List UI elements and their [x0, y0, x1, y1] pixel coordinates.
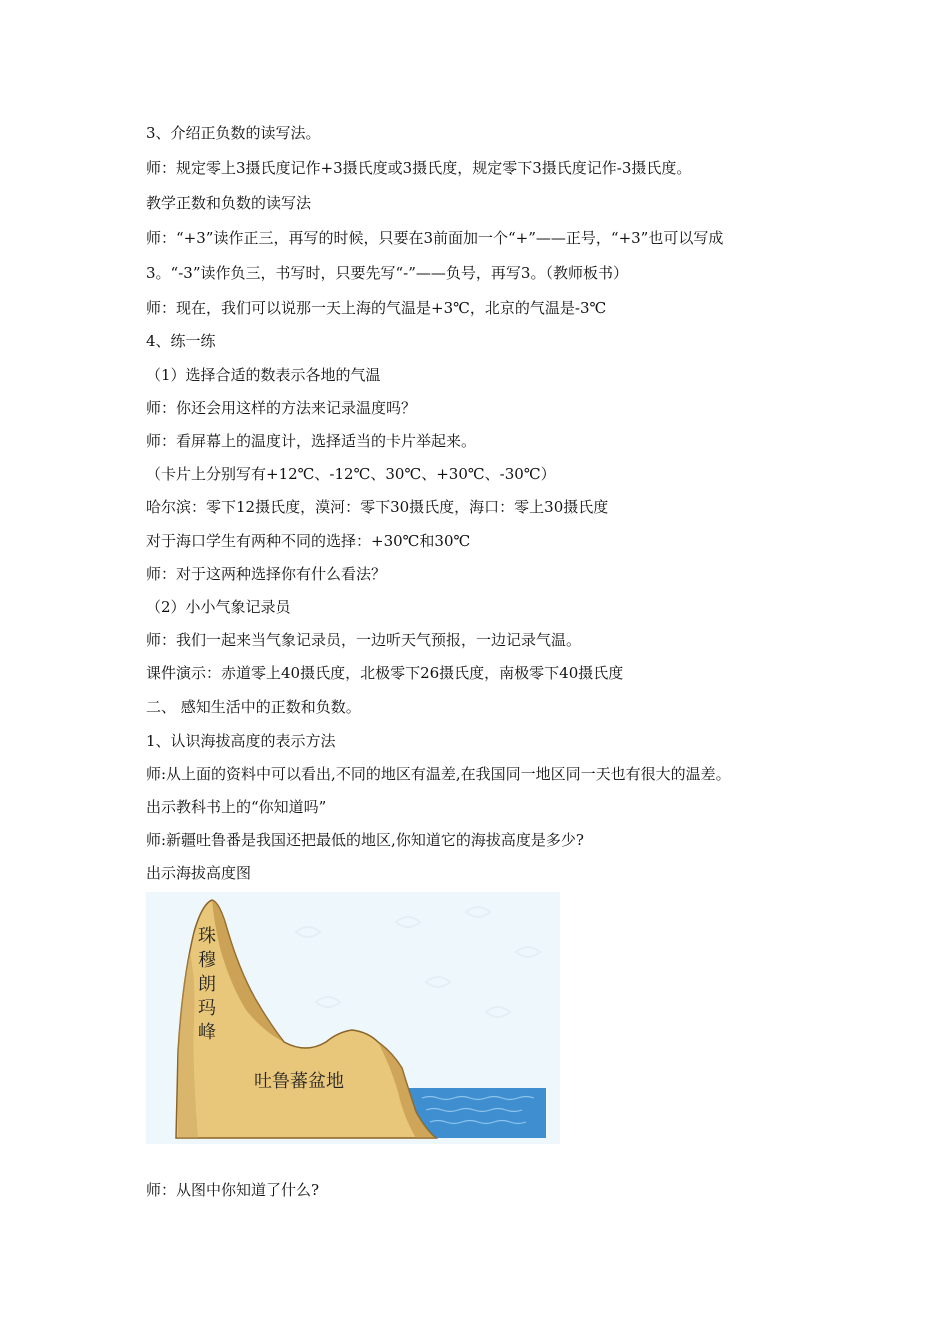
text-line: 教学正数和负数的读写法: [146, 194, 312, 212]
text-line: 4、练一练: [146, 332, 216, 350]
peak-label-char: 朗: [198, 974, 216, 995]
text-line: 对于海口学生有两种不同的选择：+30℃和30℃: [146, 532, 471, 550]
text-line: 师:新疆吐鲁番是我国还把最低的地区,你知道它的海拔高度是多少?: [146, 831, 584, 849]
text-line: （卡片上分别写有+12℃、-12℃、30℃、+30℃、-30℃）: [146, 465, 556, 483]
text-line: 师：我们一起来当气象记录员，一边听天气预报，一边记录气温。: [146, 631, 582, 649]
text-line: 课件演示：赤道零上40摄氏度，北极零下26摄氏度，南极零下40摄氏度: [146, 664, 624, 682]
text-line: 哈尔滨：零下12摄氏度，漠河：零下30摄氏度，海口：零上30摄氏度: [146, 498, 609, 516]
text-line: 出示教科书上的“你知道吗”: [146, 798, 327, 816]
basin-label: 吐鲁蕃盆地: [254, 1071, 344, 1092]
altitude-illustration-svg: [146, 892, 560, 1144]
text-line: （2）小小气象记录员: [146, 598, 291, 616]
text-line: 1、认识海拔高度的表示方法: [146, 732, 336, 750]
text-line: 出示海拔高度图: [146, 864, 252, 882]
text-line: 师：看屏幕上的温度计，选择适当的卡片举起来。: [146, 432, 477, 450]
text-line: 师：“+3”读作正三，再写的时候，只要在3前面加一个“+”——正号，“+3”也可以写成: [146, 229, 724, 247]
section-heading: 二、 感知生活中的正数和负数。: [146, 698, 361, 716]
text-line: 师:从上面的资料中可以看出,不同的地区有温差,在我国同一地区同一天也有很大的温差。: [146, 765, 731, 783]
text-line: 师：规定零上3摄氏度记作+3摄氏度或3摄氏度，规定零下3摄氏度记作-3摄氏度。: [146, 159, 692, 177]
text-line: 师：现在，我们可以说那一天上海的气温是+3℃，北京的气温是-3℃: [146, 299, 607, 317]
peak-label-char: 峰: [198, 1022, 216, 1043]
text-line: 师：你还会用这样的方法来记录温度吗？: [146, 399, 417, 417]
peak-label-char: 穆: [198, 950, 216, 971]
text-line: 3、介绍正负数的读写法。: [146, 124, 321, 142]
text-line: 师：对于这两种选择你有什么看法？: [146, 565, 387, 583]
peak-label-char: 珠: [198, 926, 216, 947]
text-line: 3。“-3”读作负三，书写时，只要先写“-”——负号，再写3。（教师板书）: [146, 264, 628, 282]
peak-label-char: 玛: [198, 998, 216, 1019]
altitude-illustration: [146, 892, 560, 1144]
text-line: （1）选择合适的数表示各地的气温: [146, 366, 381, 384]
text-line: 师：从图中你知道了什么?: [146, 1181, 320, 1199]
